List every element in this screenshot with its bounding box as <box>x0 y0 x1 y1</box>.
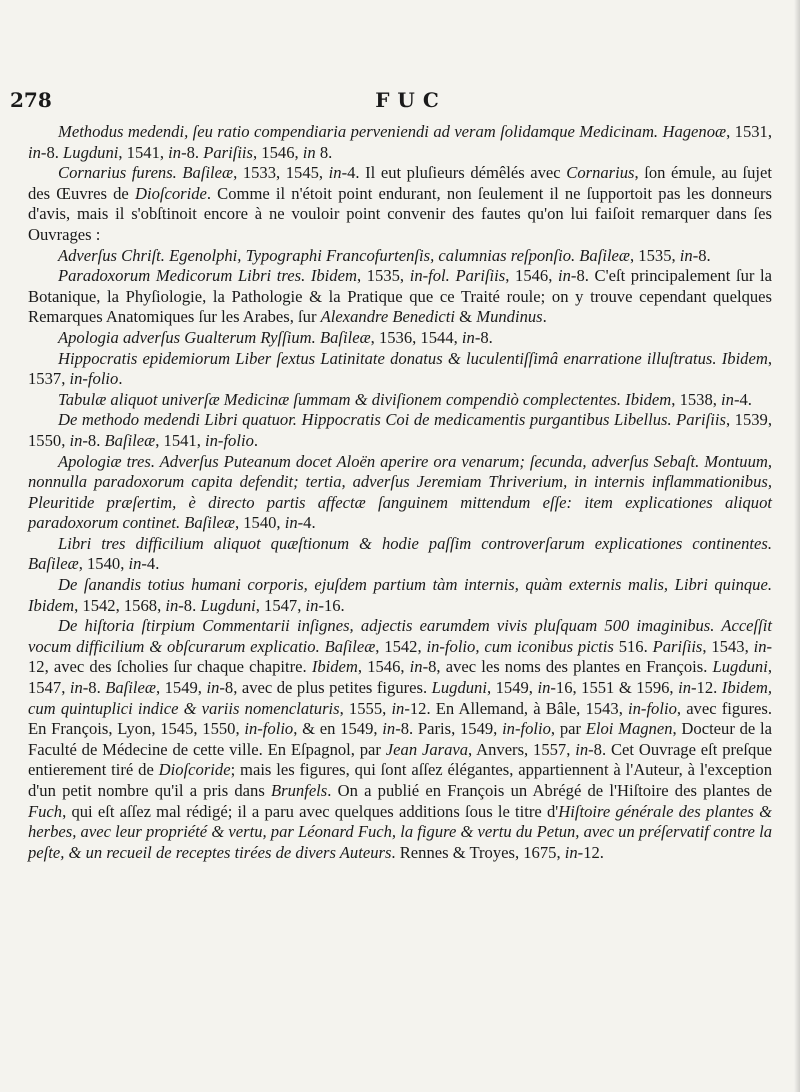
roman-run: , 1546, <box>253 142 303 162</box>
roman-run: , 1536, 1544, <box>370 327 462 347</box>
roman-run: , 1535, <box>630 245 680 265</box>
roman-run: . <box>542 307 547 327</box>
roman-run: -8. C'eſt principalement ſur la Botanique, la Phyſiologie, la Pathologie & la Pratique que ce Traité roule; on y trouve cependant quelques Remarques Anatomiques ſur les Arabes, ſur <box>28 266 773 327</box>
italic-run: Mundinus <box>476 307 543 327</box>
roman-run: , 1555, <box>339 698 392 718</box>
italic-run: Libri tres difficilium aliquot quæſtionum & hodie paſſim controverſarum explicationes continentes. Baſileæ <box>28 533 772 574</box>
roman-run: , 1542, 1568, <box>74 595 166 615</box>
roman-run: , & en 1549, <box>293 719 383 739</box>
roman-run: -4. <box>141 554 160 574</box>
roman-run: -12. <box>577 842 604 862</box>
roman-run: -8. Cet Ouvrage eſt preſque entierement tiré de <box>28 739 772 780</box>
roman-run: , ſon émule, au ſujet des Œuvres de <box>28 163 773 203</box>
italic-run: Brunfels <box>271 781 328 800</box>
bibliography-entry <box>28 410 772 451</box>
italic-run: in <box>28 142 41 162</box>
bibliography-entry <box>28 452 772 534</box>
roman-run: , 1542, <box>375 636 427 656</box>
bibliography-text <box>28 122 772 863</box>
italic-run: in <box>165 595 179 615</box>
italic-run: in <box>753 636 767 656</box>
italic-run: Lugduni <box>431 678 487 698</box>
running-head: FUC <box>375 88 447 112</box>
roman-run: , 1537, <box>28 348 772 389</box>
italic-run: Pariſiis <box>203 142 253 162</box>
roman-run: , 1531, <box>726 122 772 141</box>
roman-run: -4. <box>297 513 316 533</box>
roman-run: -8. <box>474 327 493 347</box>
roman-run: & <box>455 307 477 327</box>
italic-run: in <box>302 142 316 162</box>
roman-run: -8. <box>82 678 106 698</box>
italic-run: in-folio <box>244 719 294 739</box>
italic-run: Dioſcoride <box>134 183 207 203</box>
roman-run: -8, avec de plus petites figures. <box>219 678 432 698</box>
roman-run: , 1547, <box>28 657 772 698</box>
bibliography-entry <box>28 246 772 267</box>
italic-run: Fuch <box>28 801 63 821</box>
italic-run: Dioſcoride <box>158 760 231 780</box>
italic-run: Methodus medendi, ſeu ratio compendiaria perveniendi ad veram ſolidamque Medicinam. Hagenoæ <box>58 122 727 141</box>
roman-run: , 1549, <box>155 678 207 698</box>
roman-run: -12. En Allemand, à Bâle, 1543, <box>404 698 629 718</box>
italic-run: in-fol. Pariſiis <box>409 266 506 286</box>
roman-run: -8. <box>178 595 201 615</box>
italic-run: Hippocratis epidemiorum Liber ſextus Latinitate donatus & luculentiſſimâ enarratione illuſtratus. Ibidem <box>58 348 768 368</box>
italic-run: in-folio <box>69 369 119 389</box>
bibliography-entry <box>28 575 772 616</box>
italic-run: Hiſtoire générale des plantes & herbes, avec leur propriété & vertu, par Léonard Fuch, la figure & vertu du Petun, avec un préſervatif contre la peſte, & un recueil de receptes tirées de divers Auteurs <box>28 801 772 862</box>
italic-run: Ibidem, cum quintuplici indice & variis nomenclaturis <box>28 678 773 718</box>
italic-run: in <box>721 389 734 409</box>
bibliography-entry <box>28 616 772 863</box>
italic-run: Pariſiis <box>652 636 703 656</box>
italic-run: in-folio, cum iconibus pictis <box>426 636 614 656</box>
italic-run: in <box>558 266 571 286</box>
roman-run: -8. <box>40 142 64 162</box>
roman-run: 8. <box>315 142 333 162</box>
italic-run: Apologiæ tres. Adverſus Puteanum docet Aloën aperire ora venarum; ſecunda, adverſus Sebaſt. Montuum, nonnulla paradoxorum capita defendit; tertia, adverſus Jeremiam Thriverium, in internis inflammationibus, Pleuritide præſertim, è directo partis affectæ ſanguinem mittendum eſſe: item explicationes aliquot paradoxorum continet. Baſileæ <box>28 451 772 533</box>
roman-run: 516. <box>613 636 653 656</box>
roman-run: -8. <box>692 245 711 265</box>
italic-run: in <box>305 595 319 615</box>
roman-run: , 1538, <box>671 389 722 409</box>
italic-run: Jean Jarava <box>385 739 469 759</box>
italic-run: Apologia adverſus Gualterum Ryſſium. Baſileæ <box>58 327 371 347</box>
roman-run: , 1533, 1545, <box>233 163 329 183</box>
italic-run: in <box>382 719 396 739</box>
roman-run: -8, avec les noms des plantes en François. <box>422 657 713 677</box>
italic-run: in <box>678 678 692 698</box>
roman-run: -4. Il eut pluſieurs démêlés avec <box>341 163 567 183</box>
italic-run: in <box>168 142 182 162</box>
italic-run: in <box>328 163 342 183</box>
roman-run: ; mais les figures, qui ſont aſſez élégantes, appartiennent à l'Auteur, à l'exception d'un petit nombre qu'il a pris dans <box>28 760 772 800</box>
roman-run: , 1539, 1550, <box>28 410 772 450</box>
roman-run: . <box>253 430 259 450</box>
page-header <box>10 88 772 116</box>
bibliography-entry <box>28 534 772 575</box>
italic-run: Paradoxorum Medicorum Libri tres. Ibidem <box>58 266 357 286</box>
italic-run: in <box>575 739 589 759</box>
italic-run: in <box>409 657 423 677</box>
italic-run: in-folio <box>628 698 677 718</box>
roman-run: , 1546, <box>505 266 558 286</box>
roman-run: , 1541, <box>155 430 206 450</box>
italic-run: Lugduni <box>712 657 768 677</box>
bibliography-entry <box>28 163 772 245</box>
italic-run: Baſileæ <box>104 430 156 450</box>
bibliography-entry <box>28 328 772 349</box>
roman-run: . On a publié en François un Abrégé de l'Hiſtoire des plantes de <box>327 781 773 800</box>
italic-run: Cornarius furens. Baſileæ <box>58 163 234 183</box>
italic-run: in <box>564 842 578 862</box>
roman-run: , 1535, <box>356 266 410 286</box>
italic-run: De hiſtoria ſtirpium Commentarii inſignes, adjectis earumdem vivis pluſquam 500 imaginibus. Acceſſit vocum difficilium & obſcurarum explicatio. Baſileæ <box>28 616 772 656</box>
italic-run: Eloi Magnen <box>585 719 673 739</box>
bibliography-entry <box>28 266 772 328</box>
italic-run: in <box>128 554 142 574</box>
italic-run: in <box>679 245 693 265</box>
italic-run: in <box>69 430 83 450</box>
roman-run: -4. <box>733 389 752 409</box>
italic-run: Lugduni <box>63 142 119 162</box>
roman-run: , 1543, <box>702 636 754 656</box>
roman-run: , 1547, <box>255 595 306 615</box>
roman-run: -16, 1551 & 1596, <box>550 678 679 698</box>
italic-run: in <box>391 698 405 718</box>
page-edge-shadow <box>794 0 800 1092</box>
roman-run: , 1540, <box>234 513 285 533</box>
roman-run: -8. <box>82 430 105 450</box>
italic-run: Baſileæ <box>105 678 156 698</box>
roman-run: , Docteur de la Faculté de Médecine de cette ville. En Eſpagnol, par <box>28 719 772 759</box>
roman-run: , par <box>550 719 586 739</box>
italic-run: De ſanandis totius humani corporis, ejuſdem partium tàm internis, quàm externis malis, Libri quinque. Ibidem <box>28 575 772 615</box>
italic-run: Tabulæ aliquot univerſæ Medicinæ ſummam & diviſionem compendiò complectentes. Ibidem <box>58 389 672 409</box>
roman-run: , qui eſt aſſez mal rédigé; il a paru avec quelques additions ſous le titre d' <box>62 801 559 821</box>
italic-run: in <box>461 327 475 347</box>
page-number: 278 <box>10 88 52 112</box>
roman-run: , 1549, <box>486 678 538 698</box>
roman-run: -16. <box>318 595 345 615</box>
roman-run: , 1546, <box>357 657 410 677</box>
roman-run: , 1540, <box>78 554 129 574</box>
italic-run: Cornarius <box>566 163 635 183</box>
roman-run: -12. <box>691 678 722 698</box>
italic-run: in-folio <box>205 430 254 450</box>
italic-run: Ibidem <box>311 657 358 677</box>
italic-run: in <box>206 678 220 698</box>
italic-run: in <box>537 678 551 698</box>
roman-run: , 1541, <box>118 142 169 162</box>
roman-run: , avec figures. En François, Lyon, 1545, 1550, <box>28 698 772 739</box>
roman-run: . Comme il n'étoit point endurant, non ſeulement il ne ſupportoit pas les donneurs d'avis, mais il s'obſtinoit encore à ne vouloir point convenir des fautes qu'on lui faiſoit remarquer dans ſes Ouvrages : <box>28 183 772 244</box>
roman-run: -8. <box>181 142 204 162</box>
roman-run: -8. Paris, 1549, <box>395 719 503 739</box>
roman-run: . Rennes & Troyes, 1675, <box>391 842 565 862</box>
bibliography-entry <box>28 122 772 163</box>
bibliography-entry <box>28 390 772 411</box>
bibliography-entry <box>28 349 772 390</box>
italic-run: in <box>69 678 83 698</box>
italic-run: in <box>284 513 298 533</box>
italic-run: De methodo medendi Libri quatuor. Hippocratis Coi de medicamentis purgantibus Libellus. Pariſiis <box>58 410 726 430</box>
roman-run: . <box>118 369 123 389</box>
roman-run: -12, avec des ſcholies ſur chaque chapitre. <box>28 636 773 677</box>
italic-run: Adverſus Chriſt. Egenolphi, Typographi Francofurtenſis, calumnias reſponſio. Baſileæ <box>58 245 630 265</box>
italic-run: Lugduni <box>200 595 256 615</box>
italic-run: in-folio <box>502 719 551 739</box>
italic-run: Alexandre Benedicti <box>320 307 456 327</box>
roman-run: , Anvers, 1557, <box>468 739 576 759</box>
